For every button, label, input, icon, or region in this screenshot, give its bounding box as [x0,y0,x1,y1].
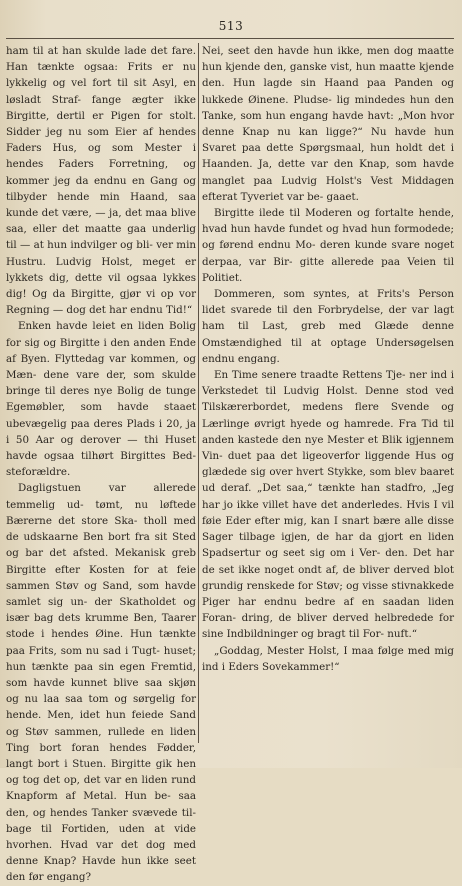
paragraph: Nei, seet den havde hun ikke, men dog maatte hun kjende den, ganske vist, hun maatte kjende den. Hun lagde sin Haand paa Panden og lukkede Øinene. Pludse- lig mindedes hun den Tanke, som hun engang havde havt: „Mon hvor denne Knap nu kan ligge?“ Nu havde hun Svaret paa dette Spørgsmaal, hun holdt det i Haanden. Ja, dette var den Knap, som havde manglet paa Ludvig Holst's Vest Middagen efterat Tyveriet var be- gaaet. [202,45,454,203]
paragraph: Enken havde leiet en liden Bolig for sig og Birgitte i den anden Ende af Byen. Flyttedag var kommen, og Mæn- dene vare der, som skulde bringe til deres nye Bolig de tunge Egemøbler, som havde staaet ubevægelig paa deres Plads i 20, ja i 50 Aar og derover — thi Huset havde ogsaa tilhørt Birgittes Bed- steforældre. [6,320,196,479]
paragraph: „Goddag, Mester Holst, I maa følge med mig ind i Eders Sovekammer!“ [202,644,454,673]
paragraph: ham til at han skulde lade det fare. Han tænkte ogsaa: Frits er nu lykkelig og vel fort til sit Asyl, en løsladt Straf- fange ægter ikke Birgitte, dertil er Pigen for stolt. Sidder jeg nu som Eier af hendes Faders Hus, og som Mester i hendes Faders Forretning, og kommer jeg da endnu en Gang og tilbyder hende min Haand, saa kunde det være, — ja, det maa blive saa, eller det maatte gaa underlig til — at hun indvilger og bli- ver min Hustru. Ludvig Holst, meget er lykkets dig, dette vil ogsaa lykkes dig! Og da Birgitte, gjør vi op vor Regning — dog det har endnu Tid!“ [6,45,196,317]
paragraph: Dagligstuen var allerede temmelig ud- tømt, nu løftede Bærerne det store Ska- tholl med de udskaarne Ben bort fra sit Sted og bar det afsted. Mekanisk greb Birgitte efter Kosten for at feie sammen Støv og Sand, som havde samlet sig un- der Skatholdet og især bag dets krumme Ben, Taarer stode i hendes Øine. Hun tænkte paa Frits, som nu sad i Tugt- huset; hun tænkte paa sin egen Fremtid, som havde kunnet blive saa skjøn og nu laa saa tom og sørgelig for hende. Men, idet hun feiede Sand og Støv sammen, rullede en liden Ting bort foran hendes Fødder, langt bort i Stuen. Birgitte gik hen og tog det op, det var en liden rund Knapform af Metal. Hun be- saa den, og hendes Tanker svævede til- bage til Fortiden, uden at vide hvorhen. Hvad var det dog med denne Knap? Havde hun ikke seet den før engang? [6,482,196,884]
paragraph: En Time senere traadte Rettens Tje- ner ind i Verkstedet til Ludvig Holst. Denne stod ved Tilskærerbordet, medens flere Svende og Lærlinge øvrigt hyede og hamrede. Fra Tid til anden kastede den nye Mester et Blik igjennem Vin- duet paa det ligeoverfor liggende Hus og glædede sig over hvert Stykke, som blev baaret ud deraf. „Det saa,“ tænkte han stadfro, „Jeg har jo ikke villet have det anderledes. Hvis I vil føie Eder efter mig, kan I snart bære alle disse Sager tilbage igjen, de har da gjort en liden Spadsertur og seet sig om i Ver- den. Det har de set ikke noget ondt af, de bliver derved blot grundig renskede for Støv; og visse stivnakkede Piger har endnu bedre af en saadan liden Foran- dring, de bliver derved helbredede for sine Indbildninger og bragt til For- nuft.“ [202,369,454,641]
paragraph: Dommeren, som syntes, at Frits's Person lidet svarede til den Forbrydelse, der var lagt ham til Last, greb med Glæde denne Omstændighed til at optage Undersøgelsen endnu engang. [202,288,454,365]
right-column [202,43,454,675]
header-rule [6,38,454,39]
left-column [6,43,196,886]
page-number: 513 [218,19,244,33]
paragraph: Birgitte ilede til Moderen og fortalte hende, hvad hun havde fundet og hvad hun formodede; og førend endnu Mo- deren kunde svare noget derpaa, var Bir- gitte allerede paa Veien til Politiet. [202,207,454,284]
column-divider [198,43,199,743]
